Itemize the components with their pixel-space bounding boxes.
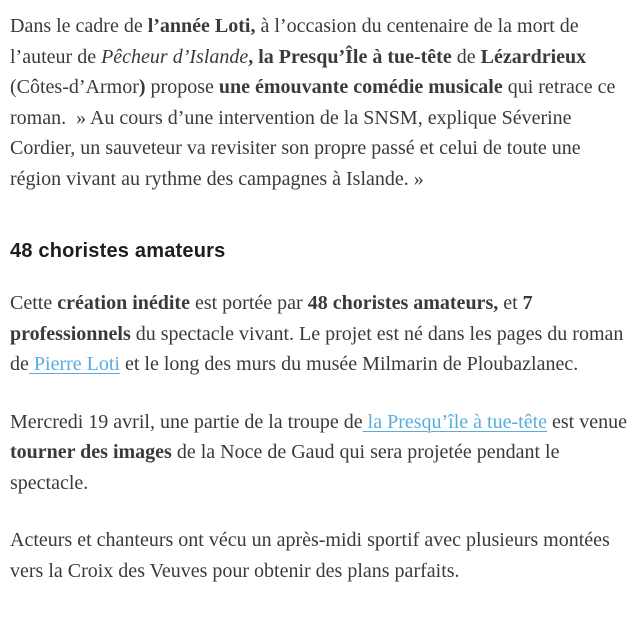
text-run: et le long des murs du musée Milmarin de Ploubazlanec. (119, 353, 579, 375)
text-run: du spectacle vivant. Le projet est né dans les pages du roman de (10, 322, 629, 375)
text-run: et (498, 292, 523, 314)
text-run: (Côtes-d’Armor (10, 45, 592, 98)
text-run: l’année Loti, (147, 15, 256, 37)
text-run: , (248, 45, 254, 68)
inline-link[interactable]: la Presqu’île à tue-tête (362, 410, 548, 433)
text-run: 48 choristes amateurs, (307, 292, 499, 314)
inline-link[interactable]: Pierre Loti (28, 353, 120, 375)
text-run: Cette (10, 292, 58, 314)
text-run: est venue (547, 410, 632, 433)
text-run: est portée par (189, 292, 308, 314)
paragraph-choristes (10, 288, 634, 380)
text-run: Pêcheur d’Islande (101, 45, 249, 68)
text-run: création inédite (57, 292, 190, 314)
text-run: Acteurs et chanteurs ont vécu un après-midi sportif avec plusieurs montées vers la Croix des Veuves pour obtenir des plans parfaits. (10, 529, 615, 582)
section-heading: 48 choristes amateurs (10, 240, 226, 262)
text-run: ) (138, 76, 146, 98)
text-run: qui retrace ce roman. » Au cours d’une intervention de la SNSM, explique Séverine Cordier, un sauveteur va revisiter son propre passé et celui de toute une région vivant au rythme des campagnes à Islande. » (10, 76, 621, 190)
text-run: 7 professionnels (10, 292, 538, 345)
text-run: Dans le cadre de (10, 15, 148, 37)
text-run: une émouvante comédie musicale (218, 76, 503, 98)
paragraph-acteurs (10, 525, 634, 586)
text-run: Mercredi 19 avril, une partie de la troupe de (10, 410, 363, 433)
text-run: à l’occasion du centenaire de la mort de l’auteur de (10, 15, 584, 68)
text-run: tourner des images (10, 441, 172, 463)
text-run: de la Noce de Gaud qui sera projetée pendant le spectacle. (10, 441, 565, 494)
text-run: propose (145, 76, 219, 98)
paragraph-tournage (10, 407, 634, 499)
paragraph-intro (10, 11, 634, 194)
text-run: la Presqu’Île à tue-tête (258, 45, 452, 68)
text-run: de (451, 45, 481, 68)
text-run: Lézardrieux (480, 45, 587, 68)
